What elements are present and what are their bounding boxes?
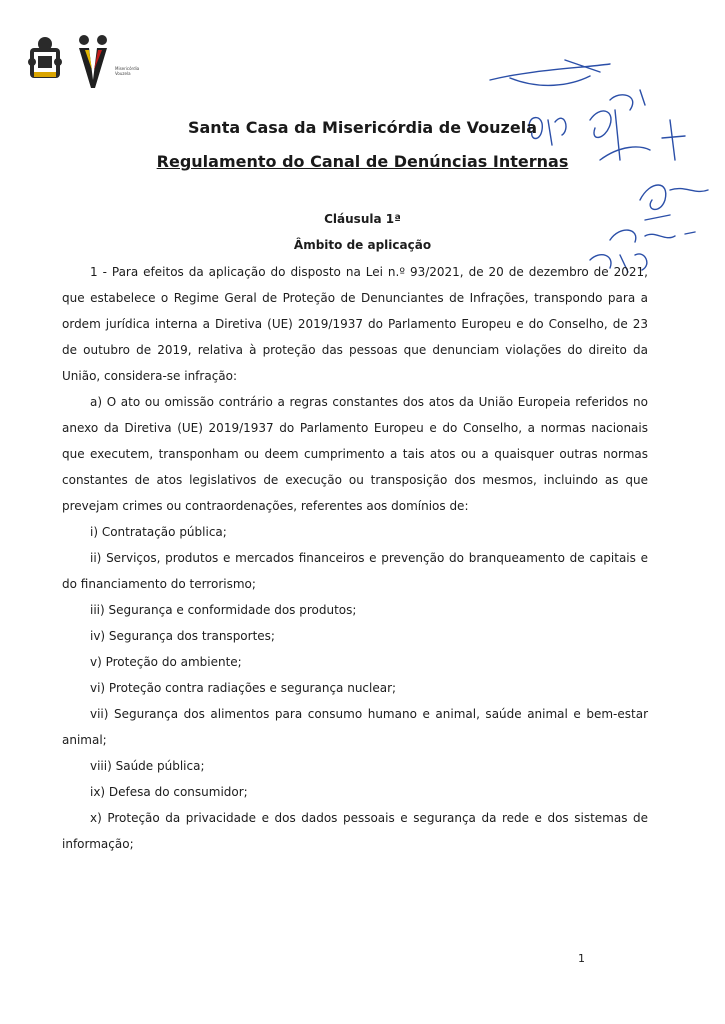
document-subtitle: Regulamento do Canal de Denúncias Internas	[156, 152, 569, 171]
page-number: 1	[578, 952, 585, 965]
paragraph: a) O ato ou omissão contrário a regras constantes dos atos da União Europeia referidos no anexo da Diretiva (UE) 2019/1937 do Parlamento Europeu e do Conselho, a normas nacionais que executem, transponham ou deem cumprimento a tais atos ou a quaisquer outras normas constantes de atos legislativos de execução ou transposição dos mesmos, incluindo as que prevejam crimes ou contraordenações, referentes aos domínios de:	[62, 395, 648, 513]
list-item: iii) Segurança e conformidade dos produtos;	[90, 603, 357, 617]
document-body	[62, 259, 648, 857]
list-item: iv) Segurança dos transportes;	[90, 629, 275, 643]
list-item: v) Proteção do ambiente;	[90, 655, 242, 669]
santa-casa-crest-logo	[20, 34, 70, 84]
list-item: ix) Defesa do consumidor;	[90, 785, 248, 799]
list-item: viii) Saúde pública;	[90, 759, 205, 773]
list-item: x) Proteção da privacidade e dos dados pessoais e segurança da rede e dos sistemas de informação;	[62, 811, 648, 851]
header-logos	[20, 30, 160, 90]
list-item: ii) Serviços, produtos e mercados financeiros e prevenção do branqueamento de capitais e do financiamento do terrorismo;	[62, 551, 648, 591]
clause-number: Cláusula 1ª	[324, 212, 401, 226]
list-item: vii) Segurança dos alimentos para consumo humano e animal, saúde animal e bem-estar animal;	[62, 707, 648, 747]
list-item: i) Contratação pública;	[90, 525, 227, 539]
list-item: vi) Proteção contra radiações e segurança nuclear;	[90, 681, 397, 695]
paragraph: 1 - Para efeitos da aplicação do disposto na Lei n.º 93/2021, de 20 de dezembro de 2021, que estabelece o Regime Geral de Proteção de Denunciantes de Infrações, transpondo para a ordem jurídica interna a Diretiva (UE) 2019/1937 do Parlamento Europeu e do Conselho, de 23 de outubro de 2019, relativa à proteção das pessoas que denunciam violações do direito da União, considera-se infração:	[62, 265, 648, 383]
logo-caption: Misericórdia Vouzela	[115, 66, 140, 76]
clause-heading: Âmbito de aplicação	[293, 238, 432, 252]
v-logo	[76, 34, 110, 90]
document-title: Santa Casa da Misericórdia de Vouzela	[187, 118, 537, 137]
